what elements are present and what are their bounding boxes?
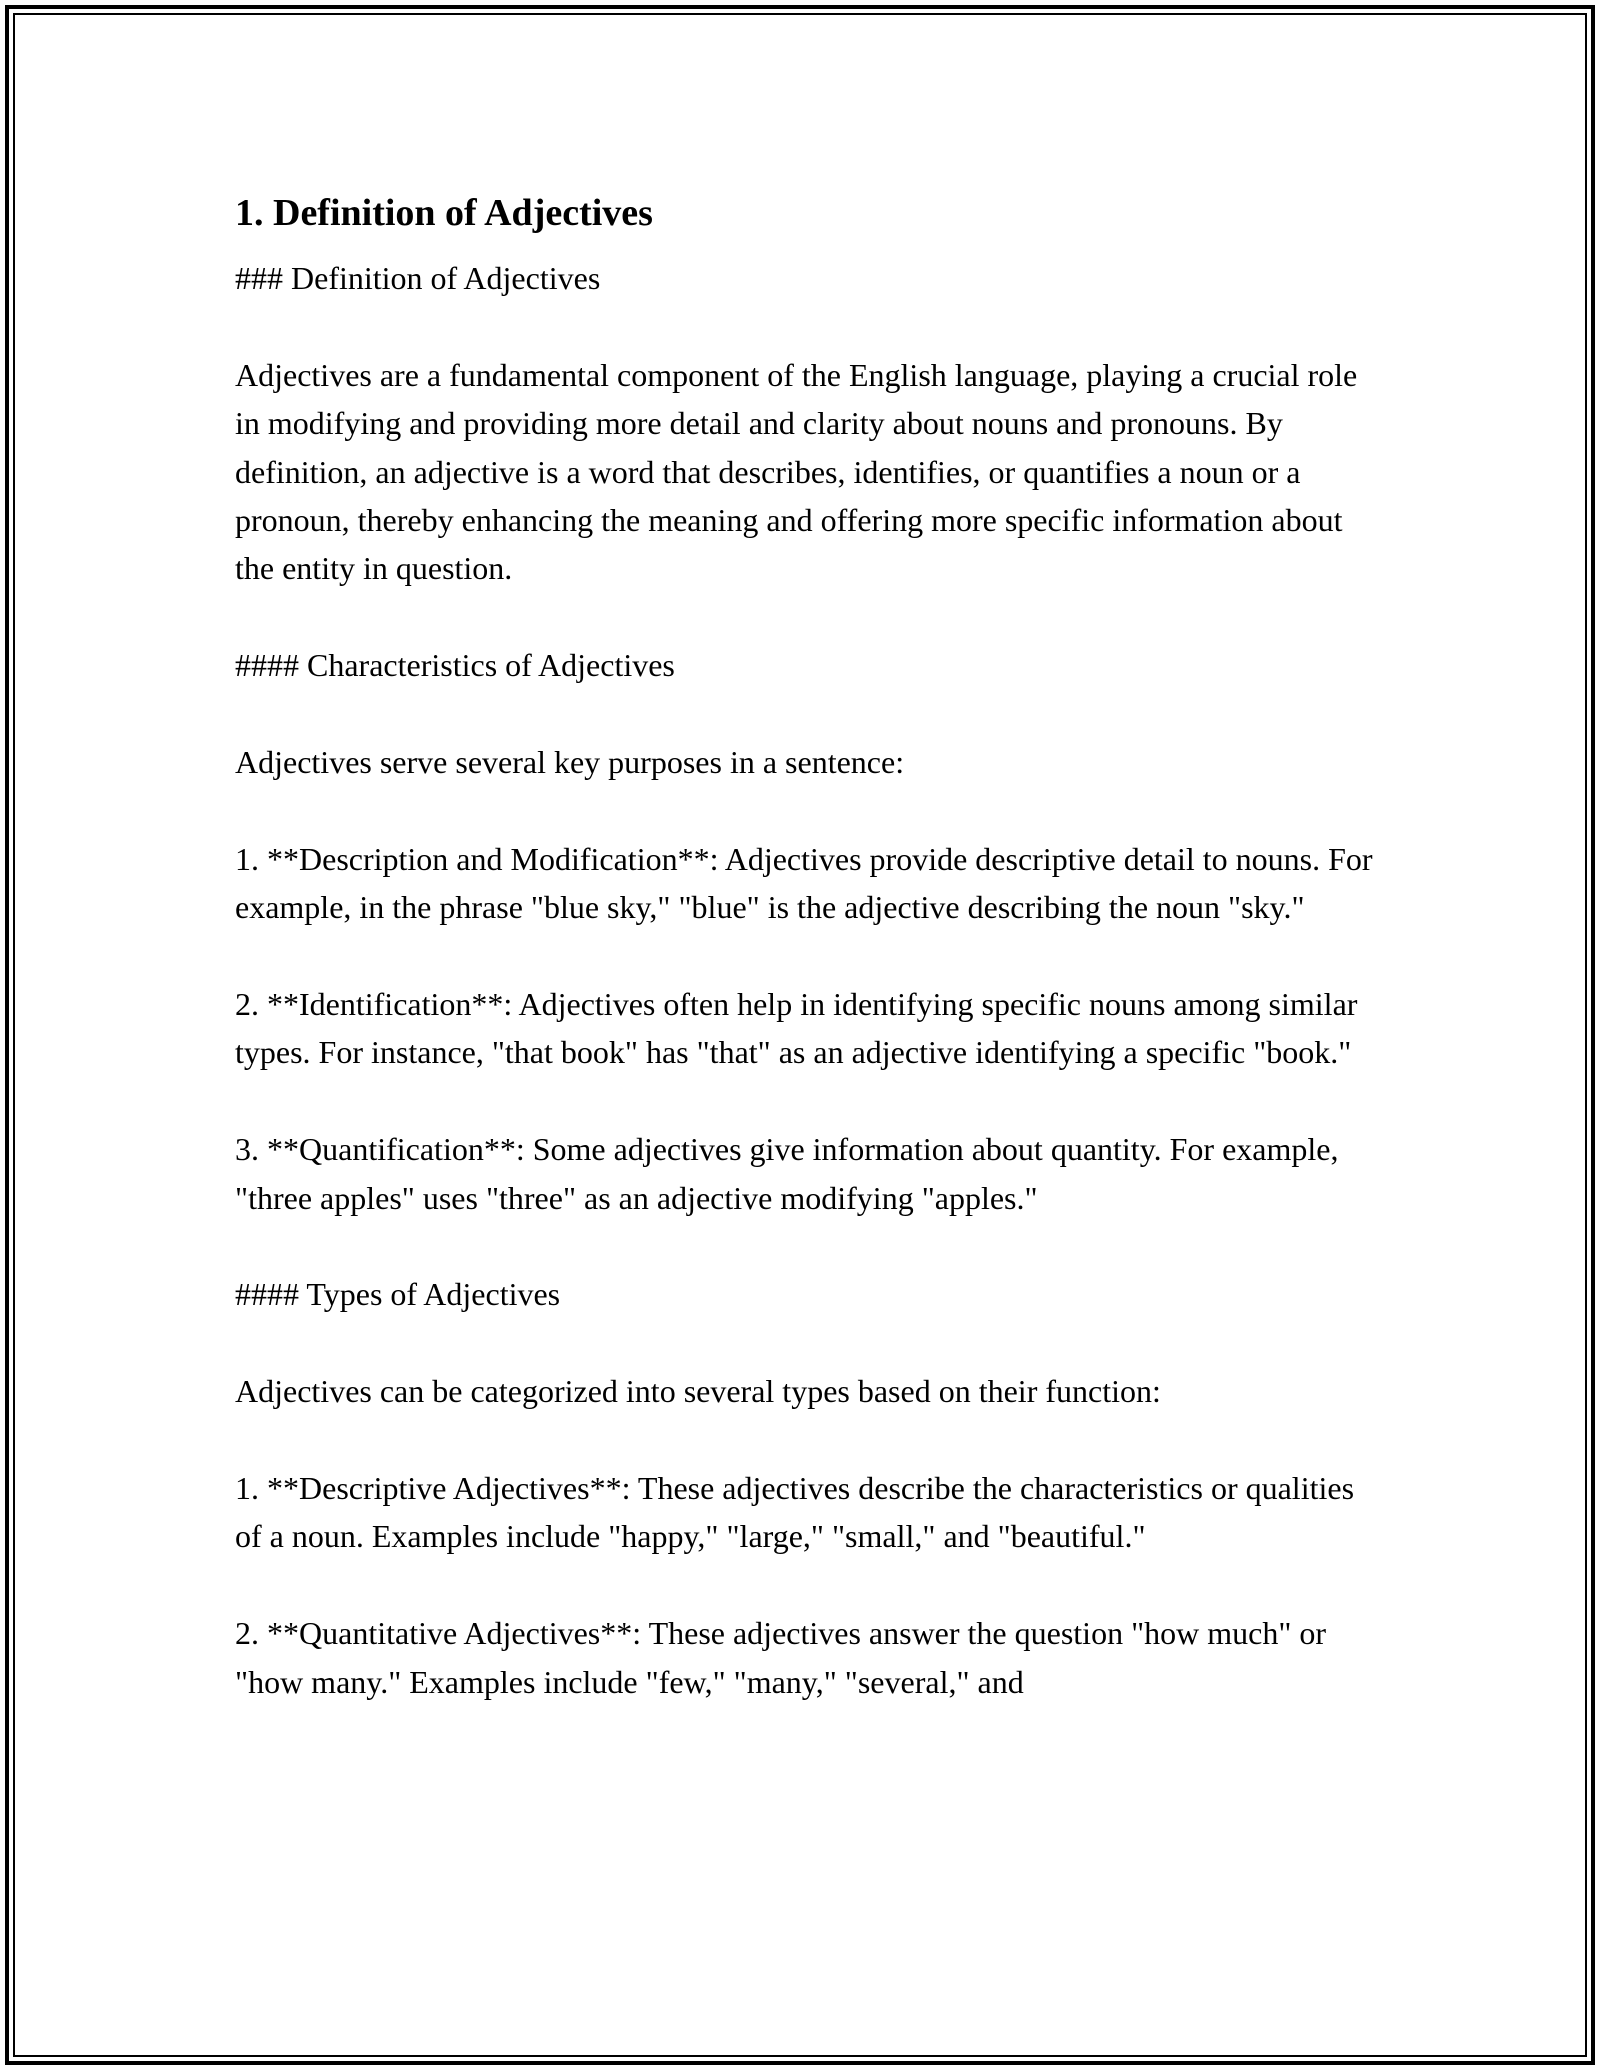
list-item-quantitative-adjectives: 2. **Quantitative Adjectives**: These adjectives answer the question "how much" or "how many." Examples include "few," "many," "several," and [235,1615,1327,1700]
subheading-characteristics: #### Characteristics of Adjectives [235,647,675,684]
list-item-descriptive-adjectives: 1. **Descriptive Adjectives**: These adjectives describe the characteristics or qualities of a noun. Examples include "happy," "large," "small," and "beautiful." [235,1470,1355,1555]
list-item-description: 1. **Description and Modification**: Adjectives provide descriptive detail to nouns. For example, in the phrase "blue sky," "blue" is the adjective describing the noun "sky." [235,840,1373,926]
list-item-identification: 2. **Identification**: Adjectives often help in identifying specific nouns among similar types. For instance, "that book" has "that" as an adjective identifying a specific "book." [235,986,1358,1071]
subheading-types: #### Types of Adjectives [235,1276,561,1313]
paragraph-purposes: Adjectives serve several key purposes in a sentence: [235,744,905,781]
list-item-quantification: 3. **Quantification**: Some adjectives give information about quantity. For example, "three apples" uses "three" as an adjective modifying "apples." [235,1131,1339,1216]
section-heading: 1. Definition of Adjectives [235,192,653,234]
paragraph-definition: Adjectives are a fundamental component of the English language, playing a crucial role in modifying and providing more detail and clarity about nouns and pronouns. By definition, an adjective is a word that describes, identifies, or quantifies a noun or a pronoun, thereby enhancing the meaning and offering more specific information about the entity in question. [235,356,1358,587]
paragraph-types-intro: Adjectives can be categorized into several types based on their function: [235,1373,1161,1410]
document-body [235,184,1375,1706]
subheading-definition: ### Definition of Adjectives [235,260,601,296]
